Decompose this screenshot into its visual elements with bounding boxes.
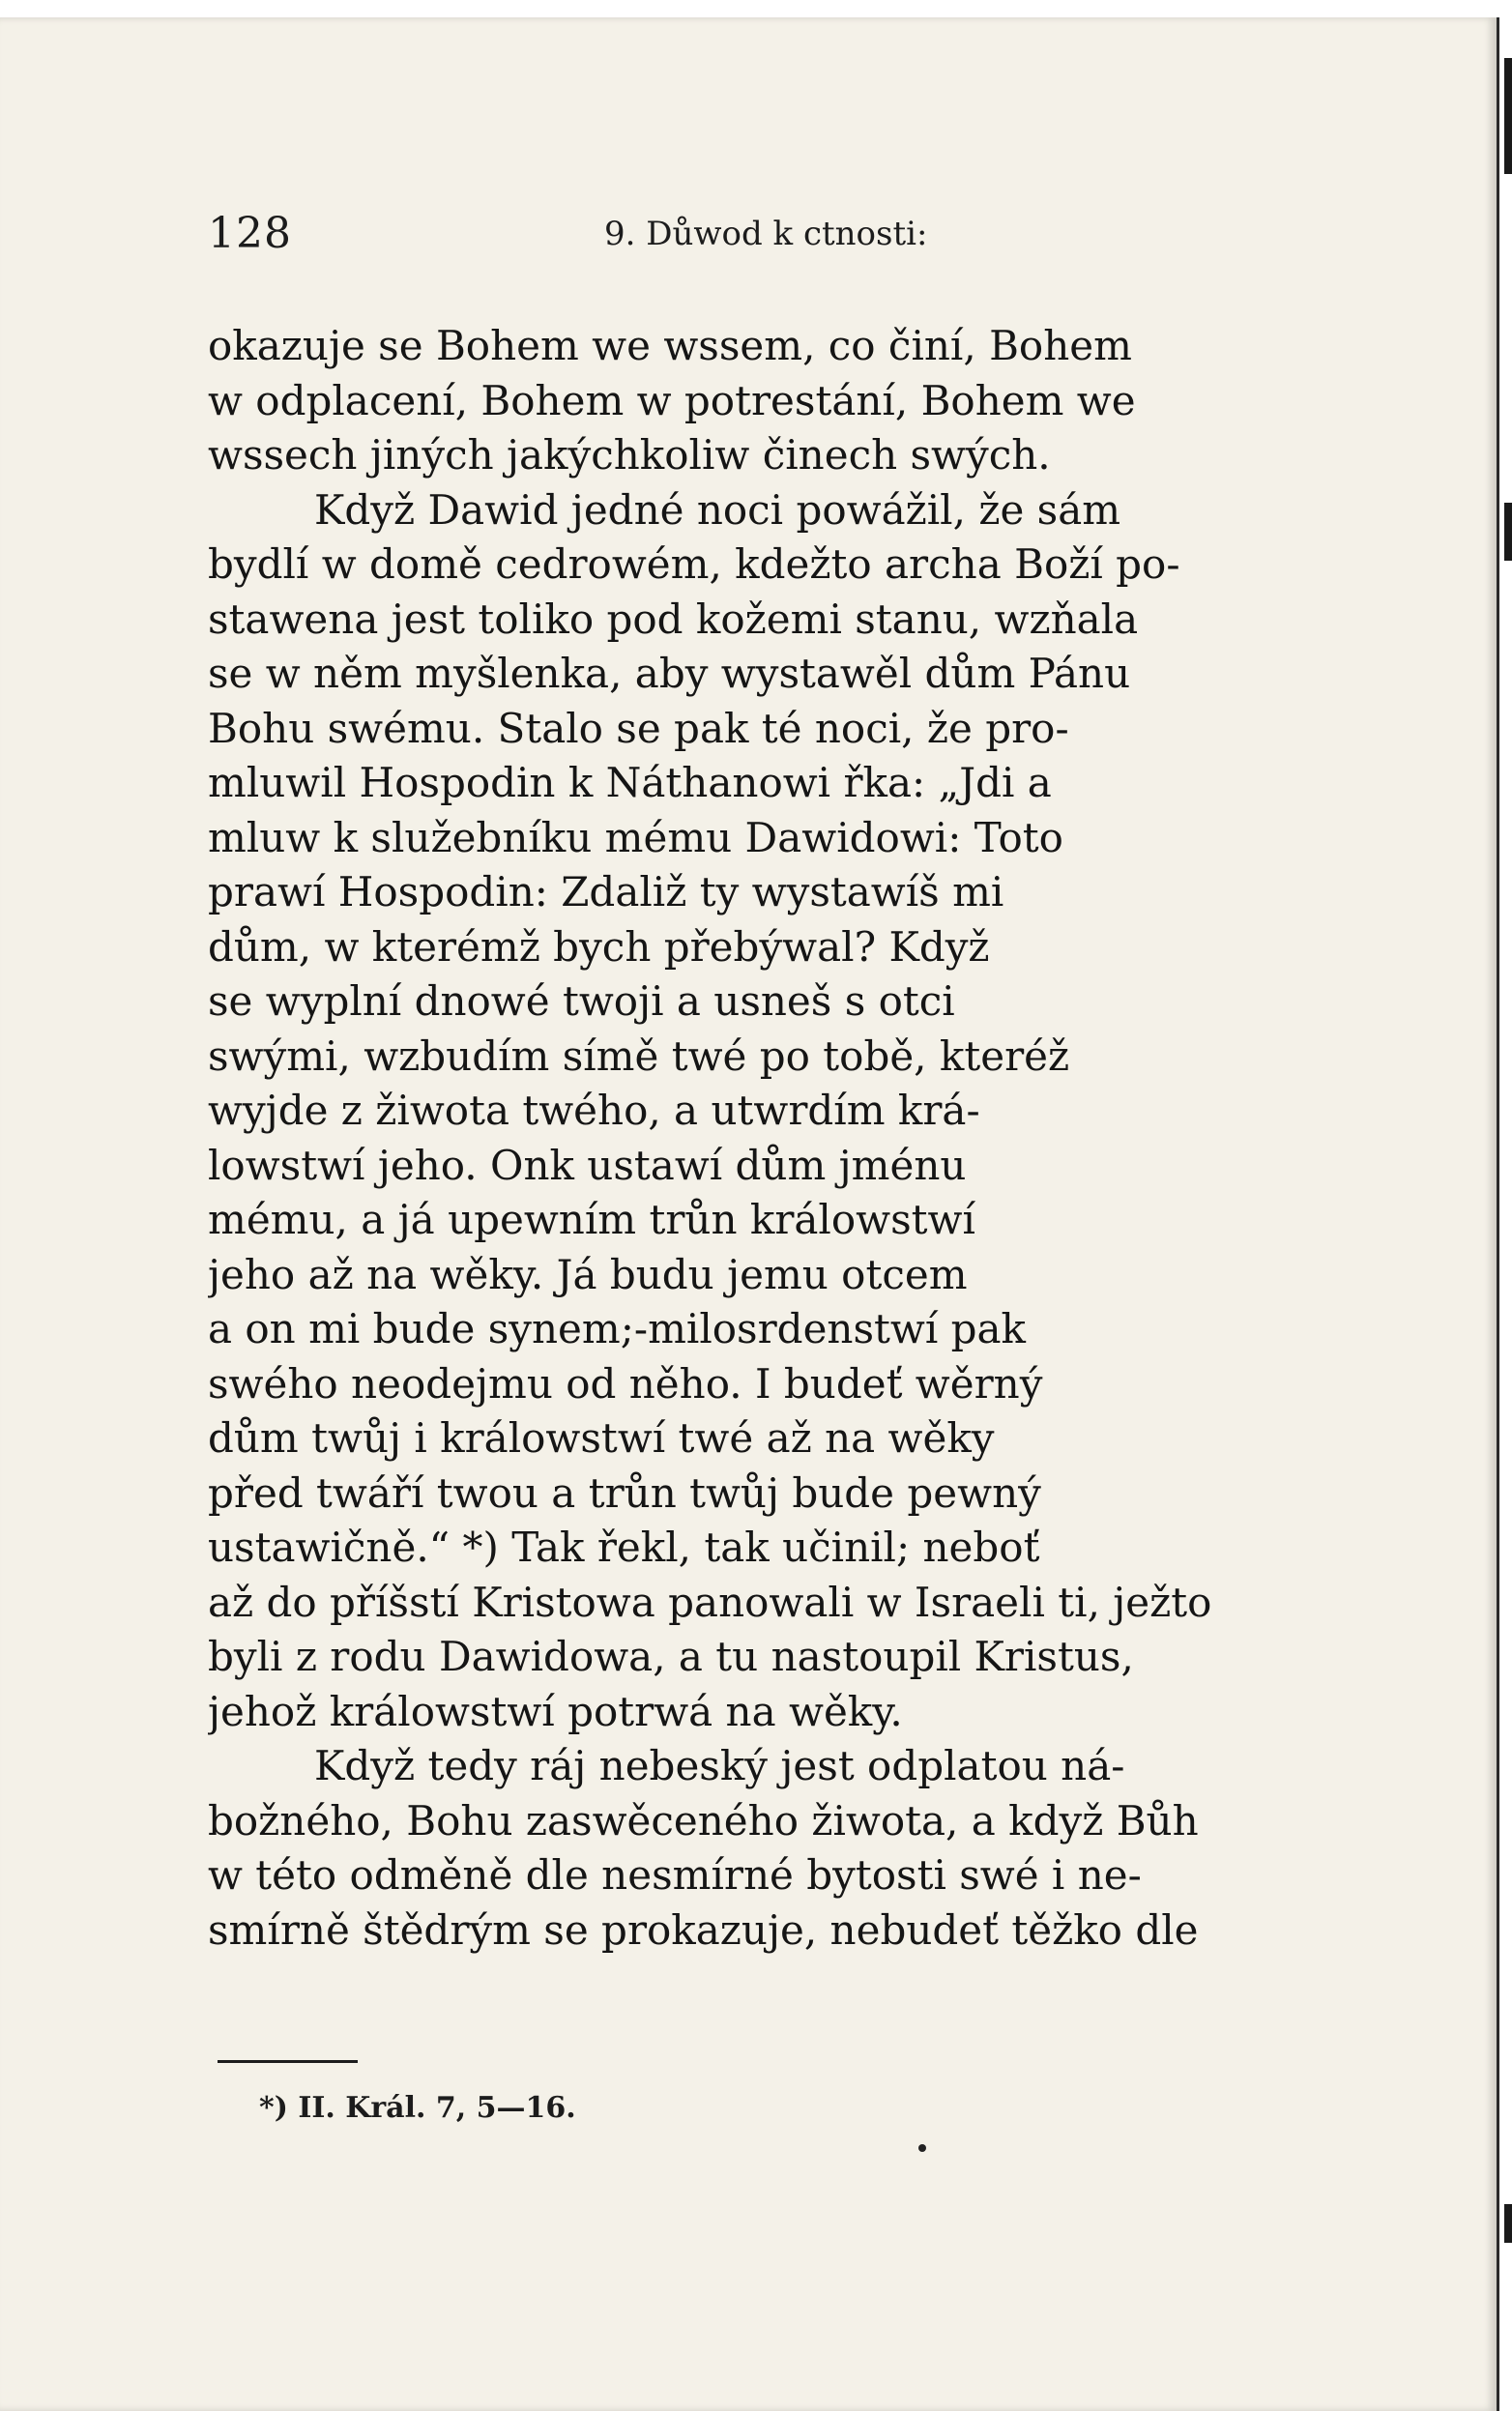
text-line: mluwil Hospodin k Náthanowi řka: „Jdi a	[208, 759, 1052, 806]
text-line: mluw k služebníku mému Dawidowi: Toto	[208, 813, 1063, 861]
text-line: okazuje se Bohem we wssem, co činí, Bohem	[208, 322, 1132, 369]
footnote-rule	[218, 2060, 358, 2063]
text-line: stawena jest toliko pod kožemi stanu, wzňala	[208, 595, 1139, 643]
text-line: jehož králowstwí potrwá na wěky.	[208, 1687, 903, 1735]
footnote: *) II. Král. 7, 5—16.	[259, 2091, 576, 2125]
page-edge-mark	[1504, 58, 1512, 174]
body-text	[208, 319, 1320, 1958]
text-line: w odplacení, Bohem w potrestání, Bohem we	[208, 376, 1136, 424]
running-head	[208, 209, 1310, 267]
text-line: byli z rodu Dawidowa, a tu nastoupil Kristus,	[208, 1633, 1134, 1680]
text-line: swými, wzbudím símě twé po tobě, kteréž	[208, 1031, 1070, 1080]
page-edge-mark	[1504, 2204, 1512, 2243]
text-line: jeho až na wěky. Já budu jemu otcem	[208, 1250, 968, 1298]
text-line: ustawičně.“ *) Tak řekl, tak učinil; neboť	[208, 1524, 1040, 1571]
text-line: před twáří twou a trůn twůj bude pewný	[208, 1468, 1041, 1517]
text-line: wyjde z žiwota twého, a utwrdím krá-	[208, 1087, 980, 1134]
text-line: Když Dawid jedné noci powážil, že sám	[314, 485, 1121, 534]
text-line: Bohu swému. Stalo se pak té noci, že pro-	[208, 704, 1069, 752]
text-line: božného, Bohu zaswěceného žiwota, a když Bůh	[208, 1796, 1199, 1845]
text-line: w této odměně dle nesmírné bytosti swé i ne-	[208, 1851, 1142, 1899]
page-edge-mark	[1504, 503, 1512, 561]
text-line: až do příšstí Kristowa panowali w Israeli ti, ježto	[208, 1578, 1212, 1626]
text-line: se w něm myšlenka, aby wystawěl dům Pánu	[208, 650, 1131, 697]
text-line: a on mi bude synem;-milosrdenstwí pak	[208, 1305, 1027, 1352]
text-line: bydlí w domě cedrowém, kdežto archa Boží po-	[208, 540, 1180, 588]
text-line: se wyplní dnowé twoji a usneš s otci	[208, 977, 955, 1025]
text-line: swého neodejmu od něho. I budeť wěrný	[208, 1359, 1043, 1408]
text-line: lowstwí jeho. Onk ustawí dům jménu	[208, 1141, 967, 1189]
text-line: wssech jiných jakýchkoliw činech swých.	[208, 431, 1051, 479]
text-line: smírně štědrým se prokazuje, nebudeť těžko dle	[208, 1905, 1199, 1954]
book-page	[0, 17, 1499, 2411]
text-line: Když tedy ráj nebeský jest odplatou ná-	[314, 1742, 1125, 1789]
ink-speck	[918, 2144, 926, 2152]
text-line: dům, w kterémž bych přebýwal? Když	[208, 922, 990, 971]
section-title: 9. Důwod k ctnosti:	[604, 215, 928, 253]
text-line: prawí Hospodin: Zdaliž ty wystawíš mi	[208, 868, 1004, 915]
text-line: mému, a já upewním trůn králowstwí	[208, 1196, 975, 1243]
text-line: dům twůj i králowstwí twé až na wěky	[208, 1414, 995, 1462]
page-number: 128	[208, 209, 292, 258]
